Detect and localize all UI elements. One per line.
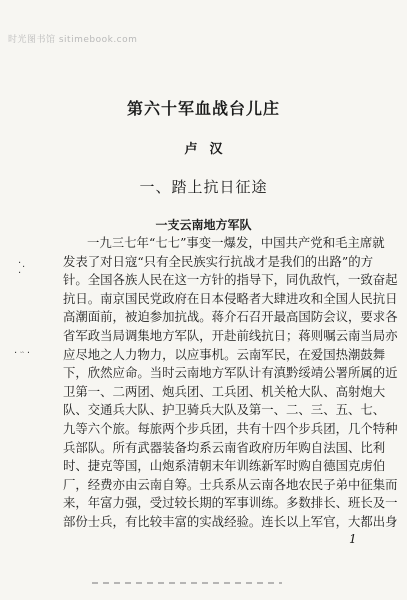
margin-mark: ·ᆢ· bbox=[14, 348, 31, 359]
paragraph-line: 针。全国各族人民在这一方针的指导下，同仇敌忾，一致奋起 bbox=[63, 272, 398, 288]
paragraph-line: 下，欣然应命。当时云南地方军队计有滇黔绥靖公署所属的近 bbox=[63, 365, 398, 381]
paragraph-line: 厂，经费亦由云南自筹。士兵系从云南各地农民子弟中征集而 bbox=[63, 476, 398, 492]
paragraph-line: 省军政当局调集地方军队，开赴前线抗日；蒋则嘱云南当局亦 bbox=[63, 327, 398, 343]
author-name: 卢汉 bbox=[184, 142, 235, 157]
paragraph-line: 九等六个旅。每旅两个步兵团，共有十四个步兵团，几个特种 bbox=[63, 420, 398, 436]
margin-mark: · bbox=[22, 262, 26, 273]
subsection-heading: 一支云南地方军队 bbox=[155, 218, 252, 232]
paragraph-line: 兵部队。所有武器装备均系云南省政府历年购自法国、比利 bbox=[63, 439, 386, 455]
watermark-text: 时光图书馆 sitimebook.com bbox=[8, 35, 138, 45]
page-number: 1 bbox=[349, 532, 357, 546]
paragraph-line: 部份士兵，有比较丰富的实战经验。连长以上军官，大都出身 bbox=[63, 513, 398, 529]
paragraph-line: 来，年富力强，受过较长期的军事训练。多数排长、班长及一 bbox=[63, 495, 398, 511]
body-paragraph bbox=[63, 234, 398, 544]
paragraph-line: 队、交通兵大队、护卫骑兵大队及第一、二、三、五、七、 bbox=[63, 402, 386, 418]
scan-artifact bbox=[92, 582, 282, 584]
paragraph-line: 时、捷克等国，山炮系清朝末年训练新军时购自德国克虏伯 bbox=[63, 458, 386, 474]
paragraph-line: 高潮面前，被迫参加抗战。蒋介石召开最高国防会议，要求各 bbox=[63, 309, 398, 325]
paragraph-line: 一九三七年“七七”事变一爆发，中国共产党和毛主席就 bbox=[87, 235, 385, 250]
page-title: 第六十军血战台儿庄 bbox=[126, 99, 280, 118]
paragraph-line: 卫第一、二两团、炮兵团、工兵团、机关枪大队、高射炮大 bbox=[63, 383, 386, 399]
section-heading: 一、踏上抗日征途 bbox=[139, 178, 268, 196]
margin-mark: · bbox=[18, 268, 22, 279]
paragraph-line: 发表了对日寇“只有全民族实行抗战才是我们的出路”的方 bbox=[63, 253, 374, 269]
paragraph-line: 抗日。南京国民党政府在日本侵略者大肆进攻和全国人民抗日 bbox=[63, 290, 398, 306]
paragraph-line: 应尽地之人力物力，以应事机。云南军民，在爱国热潮鼓舞 bbox=[63, 346, 386, 362]
margin-mark: · bbox=[18, 258, 22, 269]
